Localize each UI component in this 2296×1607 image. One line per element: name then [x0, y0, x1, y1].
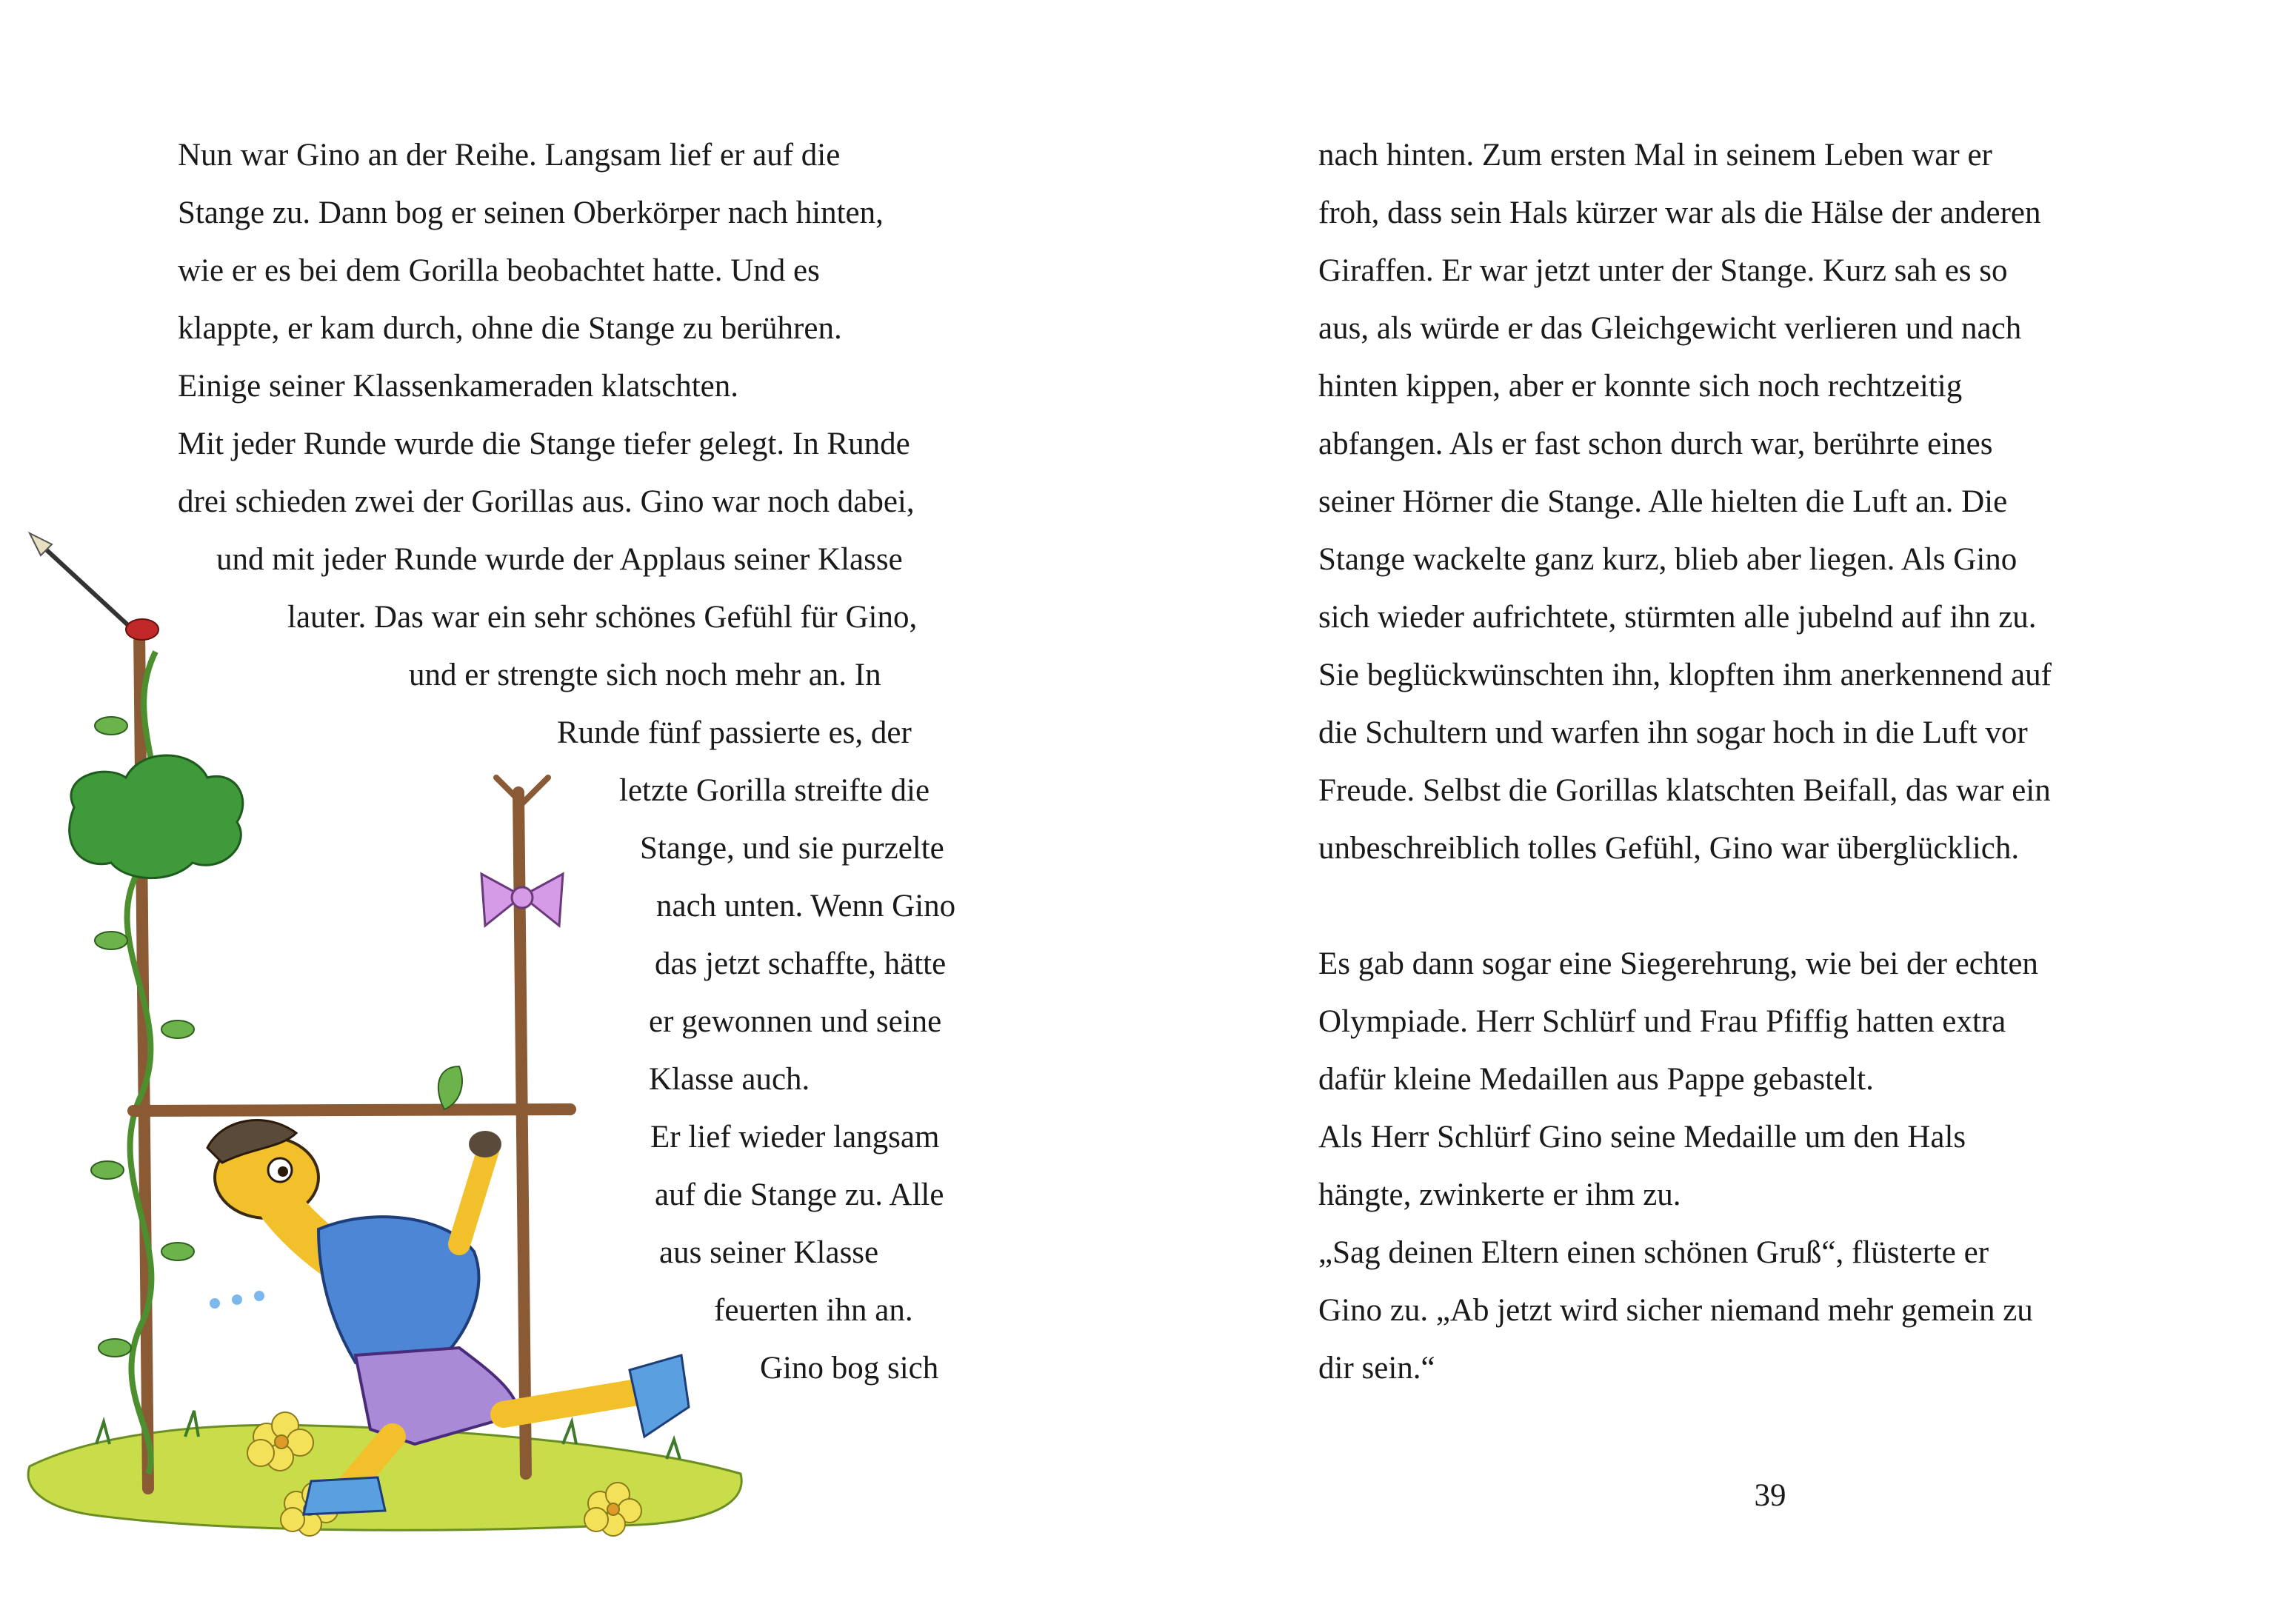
left-line-17: Klasse auch.	[649, 1062, 810, 1097]
left-line-14: nach unten. Wenn Gino	[656, 889, 956, 923]
page-number: 39	[1754, 1478, 1786, 1513]
right-line-7: seiner Hörner die Stange. Alle hielten die Luft an. Die	[1318, 484, 2008, 519]
left-line-2: Stange zu. Dann bog er seinen Oberkörper nach hinten,	[178, 196, 884, 230]
right-line-6: abfangen. Als er fast schon durch war, berührte eines	[1318, 427, 1993, 461]
left-line-18: Er lief wieder langsam	[650, 1120, 940, 1155]
right-line-8: Stange wackelte ganz kurz, blieb aber liegen. Als Gino	[1318, 542, 2018, 577]
right-line-9: sich wieder aufrichtete, stürmten alle jubelnd auf ihn zu.	[1318, 600, 2037, 635]
right-line-16: dafür kleine Medaillen aus Pappe gebastelt.	[1318, 1062, 1874, 1097]
right-line-14: Es gab dann sogar eine Siegerehrung, wie bei der echten	[1318, 946, 2038, 981]
right-line-18: hängte, zwinkerte er ihm zu.	[1318, 1177, 1681, 1212]
left-line-13: Stange, und sie purzelte	[640, 831, 944, 866]
limbo-illustration	[0, 481, 815, 1555]
right-line-13: unbeschreiblich tolles Gefühl, Gino war überglücklich.	[1318, 831, 2020, 866]
right-line-11: die Schultern und warfen ihn sogar hoch in die Luft vor	[1318, 715, 2028, 750]
right-line-5: hinten kippen, aber er konnte sich noch rechtzeitig	[1318, 369, 1963, 404]
arrow-tip	[126, 619, 158, 640]
left-line-15: das jetzt schaffte, hätte	[655, 946, 947, 981]
left-line-12: letzte Gorilla streifte die	[619, 773, 930, 808]
left-line-9: lauter. Das war ein sehr schönes Gefühl für Gino,	[287, 600, 918, 635]
stick-leaf	[438, 1066, 462, 1109]
right-line-1: nach hinten. Zum ersten Mal in seinem Leben war er	[1318, 138, 1992, 173]
left-line-7: drei schieden zwei der Gorillas aus. Gino war noch dabei,	[178, 484, 915, 519]
giraffe-arm	[459, 1148, 489, 1244]
giraffe-shorts	[356, 1348, 518, 1444]
left-line-6: Mit jeder Runde wurde die Stange tiefer gelegt. In Runde	[178, 427, 910, 461]
giraffe-shoe-left	[304, 1477, 385, 1514]
limbo-stick	[133, 1109, 570, 1111]
sweat-drops-icon	[210, 1291, 264, 1309]
left-line-19: auf die Stange zu. Alle	[655, 1177, 944, 1212]
left-line-1: Nun war Gino an der Reihe. Langsam lief er auf die	[178, 138, 841, 173]
left-line-8: und mit jeder Runde wurde der Applaus seiner Klasse	[216, 542, 903, 577]
right-line-15: Olympiade. Herr Schlürf und Frau Pfiffig hatten extra	[1318, 1004, 2006, 1039]
left-line-10: und er strengte sich noch mehr an. In	[409, 658, 881, 692]
left-line-16: er gewonnen und seine	[649, 1004, 942, 1039]
right-line-21: dir sein.“	[1318, 1351, 1435, 1386]
right-line-2: froh, dass sein Hals kürzer war als die Hälse der anderen	[1318, 196, 2041, 230]
left-line-3: wie er es bei dem Gorilla beobachtet hatte. Und es	[178, 253, 820, 288]
arrow	[44, 548, 141, 637]
left-line-4: klappte, er kam durch, ohne die Stange zu berühren.	[178, 311, 842, 346]
left-line-5: Einige seiner Klassenkameraden klatschten.	[178, 369, 738, 404]
right-line-19: „Sag deinen Eltern einen schönen Gruß“, flüsterte er	[1318, 1235, 1989, 1270]
right-line-12: Freude. Selbst die Gorillas klatschten Beifall, das war ein	[1318, 773, 2051, 808]
left-line-22: Gino bog sich	[760, 1351, 939, 1386]
left-line-20: aus seiner Klasse	[659, 1235, 879, 1270]
right-page	[1148, 0, 2296, 1607]
right-line-20: Gino zu. „Ab jetzt wird sicher niemand mehr gemein zu	[1318, 1293, 2033, 1328]
right-line-3: Giraffen. Er war jetzt unter der Stange. Kurz sah es so	[1318, 253, 2008, 288]
giraffe-shoe-right	[630, 1355, 689, 1437]
left-line-11: Runde fünf passierte es, der	[557, 715, 912, 750]
left-line-21: feuerten ihn an.	[714, 1293, 913, 1328]
right-line-4: aus, als würde er das Gleichgewicht verlieren und nach	[1318, 311, 2022, 346]
right-line-10: Sie beglückwünschten ihn, klopften ihm anerkennend auf	[1318, 658, 2052, 692]
giraffe-hand	[469, 1131, 501, 1157]
bush	[70, 755, 243, 878]
right-line-17: Als Herr Schlürf Gino seine Medaille um den Hals	[1318, 1120, 1966, 1155]
